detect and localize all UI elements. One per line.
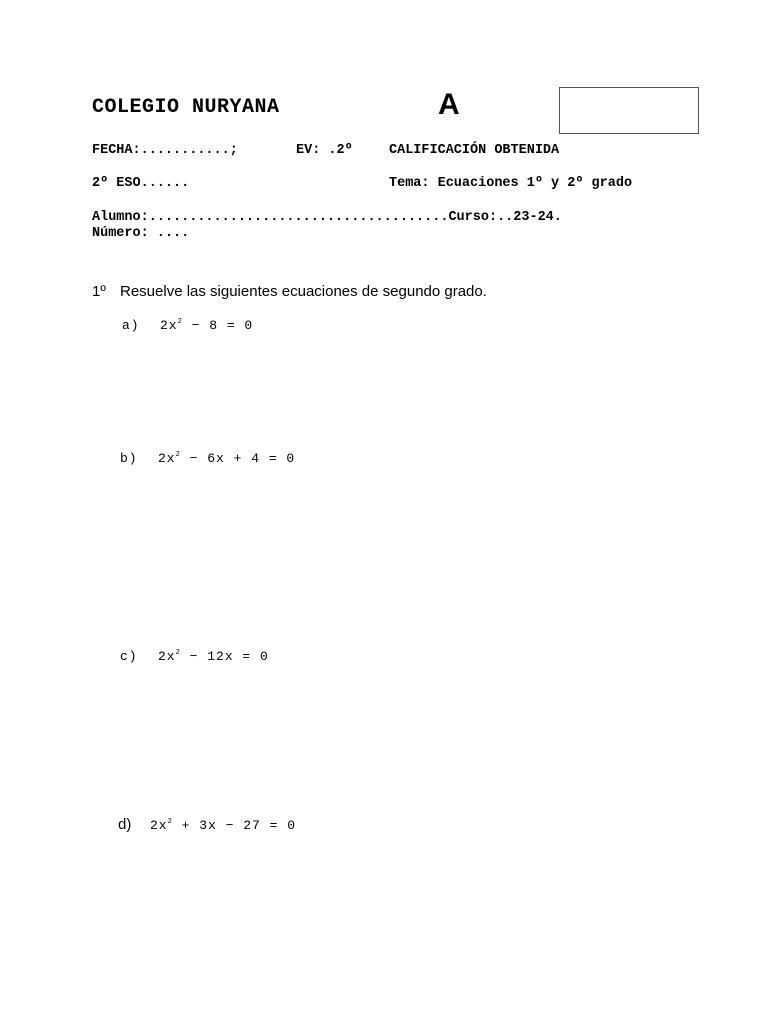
equation-c-label: c) (120, 649, 138, 664)
question-number: 1º (92, 283, 106, 300)
equation-b-coef: 2x (158, 451, 176, 466)
exam-version-letter: A (438, 88, 460, 121)
grade-box (559, 87, 699, 134)
date-field: FECHA:...........; (92, 143, 238, 158)
equation-c-exponent: 2 (175, 648, 181, 657)
equation-b-label: b) (120, 451, 138, 466)
course-level: 2º ESO...... (92, 176, 190, 191)
equation-d (150, 818, 296, 833)
equation-d-exponent: 2 (167, 817, 173, 826)
equation-d-coef: 2x (150, 818, 168, 833)
equation-a (160, 318, 253, 333)
question-text: Resuelve las siguientes ecuaciones de segundo grado. (120, 283, 487, 300)
topic-field: Tema: Ecuaciones 1º y 2º grado (389, 176, 633, 191)
equation-d-label: d) (118, 816, 132, 833)
equation-c-coef: 2x (158, 649, 176, 664)
equation-b-exponent: 2 (175, 450, 181, 459)
equation-a-label: a) (122, 318, 140, 333)
equation-d-rest: + 3x − 27 = 0 (172, 818, 297, 833)
equation-c-rest: − 12x = 0 (180, 649, 269, 664)
equation-c (158, 649, 269, 664)
number-field: Número: .... (92, 226, 190, 241)
equation-b (158, 451, 295, 466)
equation-a-rest: − 8 = 0 (182, 318, 254, 333)
evaluation-field: EV: .2º (296, 143, 353, 158)
equation-a-exponent: 2 (177, 317, 183, 326)
equation-a-coef: 2x (160, 318, 178, 333)
school-name: COLEGIO NURYANA (92, 96, 280, 119)
grade-label: CALIFICACIÓN OBTENIDA (389, 143, 560, 158)
equation-b-rest: − 6x + 4 = 0 (180, 451, 296, 466)
student-field: Alumno:.....................................Curso:..23-24. (92, 210, 562, 225)
